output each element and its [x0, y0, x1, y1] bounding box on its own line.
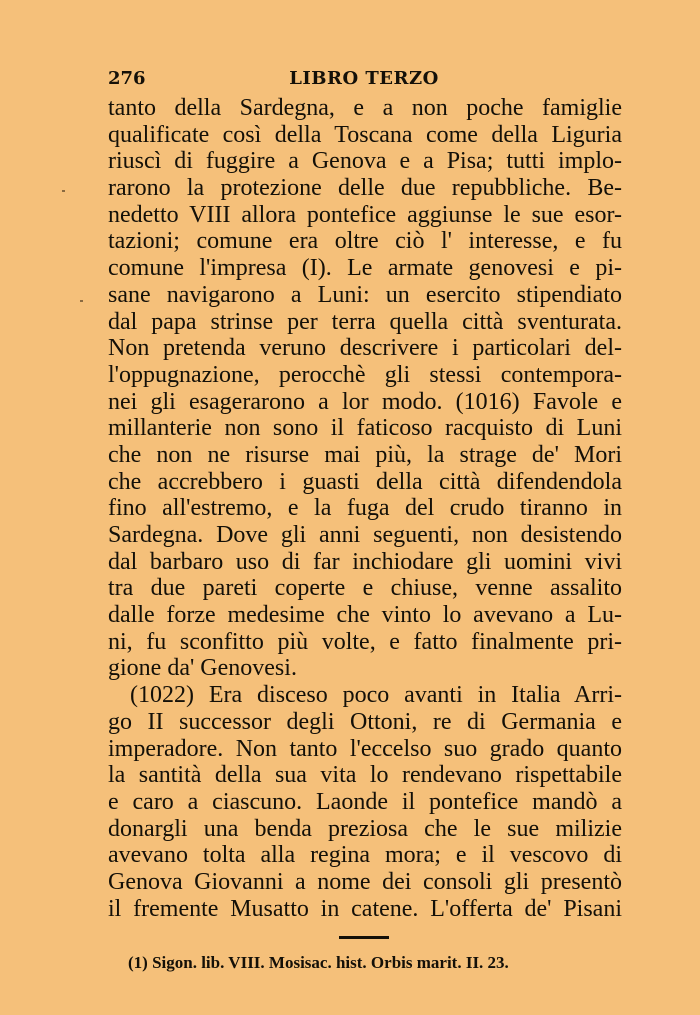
- text-line: Genova Giovanni a nome dei consoli gli presentò: [108, 868, 622, 895]
- text-line: e caro a ciascuno. Laonde il pontefice mandò a: [108, 788, 622, 815]
- text-line: dal papa strinse per terra quella città sventurata.: [108, 308, 622, 335]
- text-line: nei gli esagerarono a lor modo. (1016) Favole e: [108, 388, 622, 415]
- text-line: l'oppugnazione, perocchè gli stessi contempora-: [108, 361, 622, 388]
- margin-speck: [80, 300, 83, 302]
- text-line: (1022) Era disceso poco avanti in Italia Arri-: [130, 682, 622, 709]
- text-line: imperadore. Non tanto l'eccelso suo grado quanto: [108, 735, 622, 762]
- body-text: [108, 95, 622, 922]
- text-line: Non pretenda veruno descrivere i particolari del-: [108, 335, 622, 362]
- text-line: che accrebbero i guasti della città difendendola: [108, 468, 622, 495]
- page-number: 276: [108, 68, 146, 89]
- text-line: Sardegna. Dove gli anni seguenti, non desistendo: [108, 522, 622, 548]
- text-line: che non ne risurse mai più, la strage de' Mori: [108, 441, 622, 468]
- text-line: donargli una benda preziosa che le sue milizie: [108, 815, 622, 842]
- text-line: millanterie non sono il faticoso racquisto di Luni: [108, 415, 622, 442]
- text-line: avevano tolta alla regina mora; e il vescovo di: [108, 842, 622, 869]
- running-title: LIBRO TERZO: [289, 68, 439, 89]
- text-line: go II successor degli Ottoni, re di Germania e: [108, 708, 622, 735]
- footnote-rule: [339, 936, 389, 939]
- page-header: [108, 68, 620, 96]
- text-line: la santità della sua vita lo rendevano rispettabile: [108, 762, 622, 789]
- text-line: nedetto VIII allora pontefice aggiunse le sue esor-: [108, 201, 622, 228]
- text-line: sane navigarono a Luni: un esercito stipendiato: [108, 281, 622, 308]
- text-line: qualificate così della Toscana come della Liguria: [108, 121, 622, 148]
- text-line: il fremente Musatto in catene. L'offerta de' Pisani: [108, 895, 622, 922]
- text-line: ni, fu sconfitto più volte, e fatto finalmente pri-: [108, 628, 622, 655]
- text-line: tazioni; comune era oltre ciò l' interesse, e fu: [108, 228, 622, 255]
- text-line: comune l'impresa (I). Le armate genovesi e pi-: [108, 255, 622, 282]
- text-line: fino all'estremo, e la fuga del crudo tiranno in: [108, 495, 622, 522]
- footnote: (1) Sigon. lib. VIII. Mosisac. hist. Orbis marit. II. 23.: [128, 953, 509, 972]
- text-line: rarono la protezione delle due repubbliche. Be-: [108, 175, 622, 202]
- margin-speck: [62, 190, 65, 192]
- text-line: dal barbaro uso di far inchiodare gli uomini vivi: [108, 548, 622, 575]
- text-line: gione da' Genovesi.: [108, 655, 297, 682]
- text-line: riuscì di fuggire a Genova e a Pisa; tutti implo-: [108, 148, 622, 175]
- text-line: dalle forze medesime che vinto lo avevano a Lu-: [108, 602, 622, 629]
- text-line: tra due pareti coperte e chiuse, venne assalito: [108, 575, 622, 602]
- text-line: tanto della Sardegna, e a non poche famiglie: [108, 95, 622, 121]
